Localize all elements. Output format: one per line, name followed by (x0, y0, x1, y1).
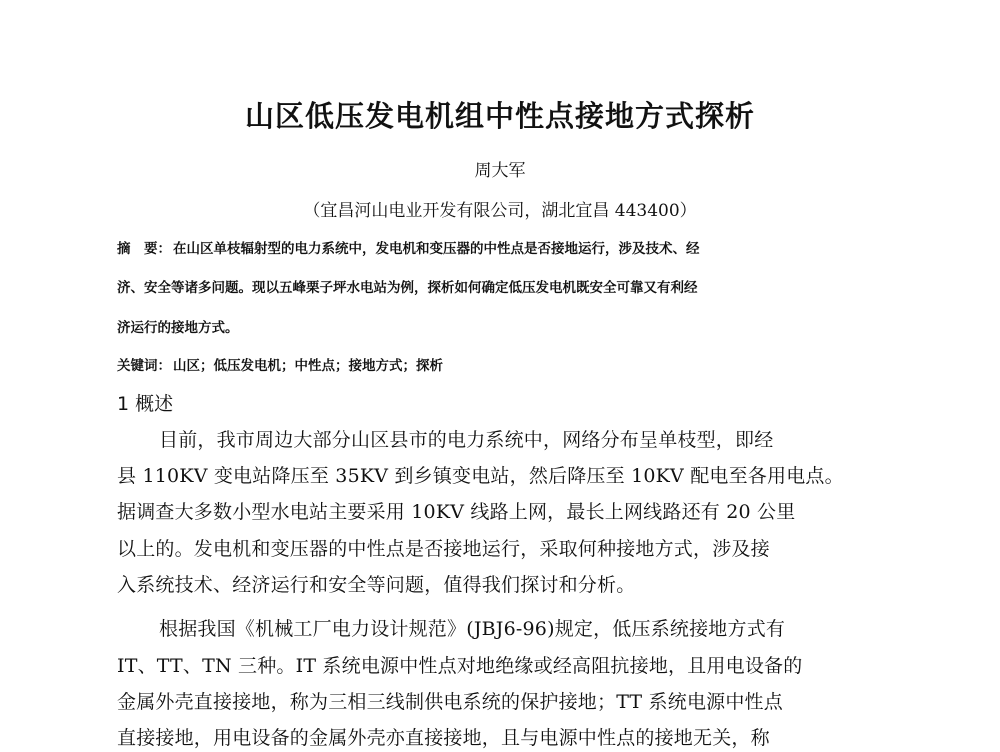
paragraph1-line-4: 以上的。发电机和变压器的中性点是否接地运行，采取何种接地方式，涉及接 (117, 538, 770, 560)
abstract-text-3: 济运行的接地方式。 (117, 320, 239, 336)
paragraph1-line-5: 入系统技术、经济运行和安全等问题，值得我们探讨和分析。 (117, 574, 636, 596)
keywords-label: 关键词： (117, 358, 171, 374)
abstract-text-1: 在山区单枝辐射型的电力系统中，发电机和变压器的中性点是否接地运行，涉及技术、经 (173, 241, 700, 257)
paragraph2-line-2: IT、TT、TN 三种。IT 系统电源中性点对地绝缘或经高阻抗接地，且用电设备的 (117, 655, 803, 677)
paragraph1-line-2: 县 110KV 变电站降压至 35KV 到乡镇变电站，然后降压至 10KV 配电至各用电点。 (117, 465, 844, 487)
abstract-line-3 (117, 316, 239, 336)
paragraph1-line-3: 据调查大多数小型水电站主要采用 10KV 线路上网，最长上网线路还有 20 公里 (117, 501, 796, 523)
paragraph2-line-1: 根据我国《机械工厂电力设计规范》(JBJ6-96)规定，低压系统接地方式有 (159, 618, 786, 640)
paper-author: 周大军 (474, 161, 526, 181)
keywords-line (117, 354, 443, 374)
paragraph2-line-4: 直接接地，用电设备的金属外壳亦直接接地，且与电源中性点的接地无关，称 (117, 727, 770, 749)
paragraph2-line-3: 金属外壳直接接地，称为三相三线制供电系统的保护接地；TT 系统电源中性点 (117, 691, 783, 713)
abstract-label: 摘 要： (117, 241, 171, 257)
abstract-line-2 (117, 276, 698, 296)
paper-affiliation: （宜昌河山电业开发有限公司，湖北宜昌 443400） (303, 201, 697, 221)
abstract-line-1 (117, 237, 700, 257)
section-heading-1: 1 概述 (117, 393, 174, 415)
abstract-text-2: 济、安全等诸多问题。现以五峰栗子坪水电站为例，探析如何确定低压发电机既安全可靠又有利经 (117, 280, 698, 296)
paper-title: 山区低压发电机组中性点接地方式探析 (244, 99, 755, 133)
keywords-text: 山区；低压发电机；中性点；接地方式；探析 (173, 358, 443, 374)
paragraph1-line-1: 目前，我市周边大部分山区县市的电力系统中，网络分布呈单枝型，即经 (159, 429, 774, 451)
